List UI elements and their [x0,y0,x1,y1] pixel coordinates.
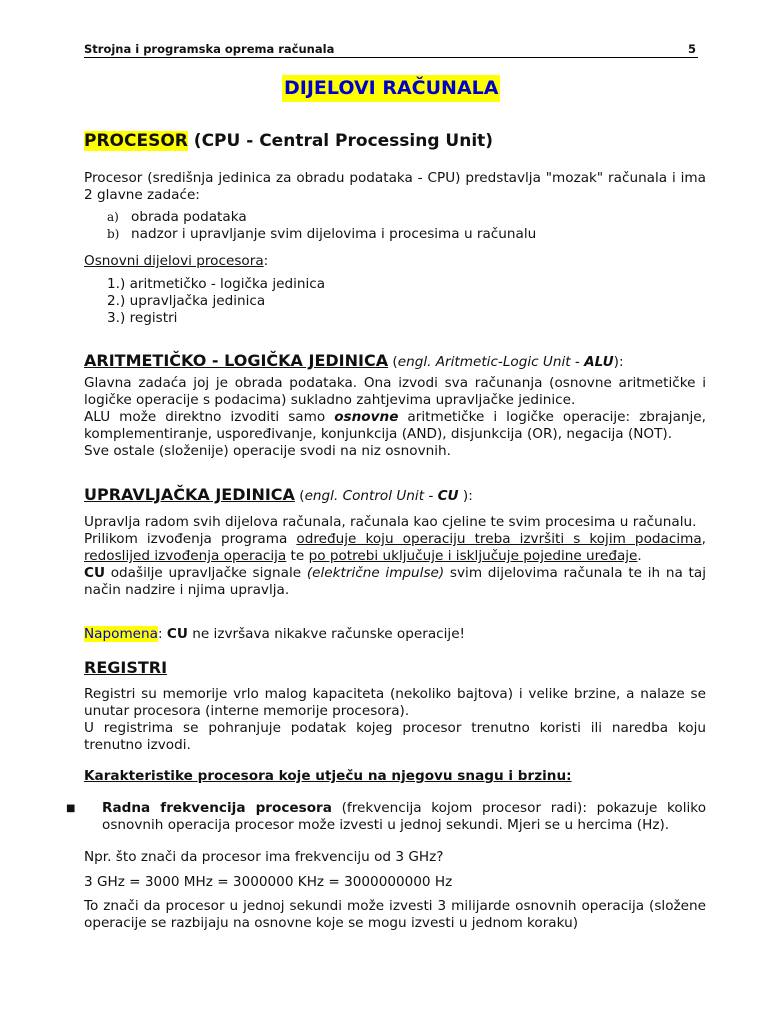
alu-paragraph: Glavna zadaća joj je obrada podataka. Ona izvodi sva računanja (osnovne aritmetičke i logičke operacije s podacima) sukladno zahtjevima upravljačke jedinice. [84,375,706,408]
karakteristike-heading: Karakteristike procesora koje utječu na njegovu snagu i brzinu: [84,768,572,784]
running-header [84,42,698,58]
header-title: Strojna i programska oprema računala [84,42,335,56]
frequency-answer: To znači da procesor u jednoj sekundi može izvesti 3 milijarde osnovnih operacija (složene operacije se razbijaju na osnovne koje se mogu izvesti u jednom koraku) [84,898,706,931]
list-item: a) obrada podataka [107,209,247,225]
frequency-equation: 3 GHz = 3000 MHz = 3000000 KHz = 3000000000 Hz [84,874,453,890]
frequency-question: Npr. što znači da procesor ima frekvenciju od 3 GHz? [84,849,444,865]
cu-note: Napomena: CU ne izvršava nikakve računske operacije! [84,626,466,642]
alu-paragraph: ALU može direktno izvoditi samo osnovne aritmetičke i logičke operacije: zbrajanje, komplementiranje, uspoređivanje, konjunkcija (AND), disjunkcija (OR), negacija (NOT). [84,409,706,442]
frequency-bullet: ■ Radna frekvencija procesora (frekvencija kojom procesor radi): pokazuje koliko osnovnih operacija procesor može izvesti u jednoj sekundi. Mjeri se u hercima (Hz). [66,800,707,833]
cu-paragraph: Upravlja radom svih dijelova računala, računala kao cjeline te svim procesima u računalu. [84,514,697,530]
procesor-word: PROCESOR [84,131,188,151]
bullet-icon: ■ [66,803,76,814]
registri-text [84,686,706,754]
page-number: 5 [687,42,696,56]
alu-heading: ARITMETIČKO - LOGIČKA JEDINICA (engl. Aritmetic-Logic Unit - ALU): [84,351,624,370]
procesor-task-list [107,209,536,243]
cu-paragraph: CU odašilje upravljačke signale (električne impulse) svim dijelovima računala te ih na taj način nadzire i njima upravlja. [84,565,706,598]
page-title: DIJELOVI RAČUNALA [282,75,500,102]
list-item: b) nadzor i upravljanje svim dijelovima i procesima u računalu [107,226,537,242]
list-item: 3.) registri [107,310,178,326]
procesor-intro: Procesor (središnja jedinica za obradu podataka - CPU) predstavlja "mozak" računala i ima 2 glavne zadaće: [84,170,706,203]
procesor-parts-list [107,276,325,327]
registri-heading: REGISTRI [84,658,168,677]
note-label: Napomena [84,626,158,642]
parts-label: Osnovni dijelovi procesora: [84,253,269,269]
cu-paragraph: Prilikom izvođenja programa određuje koju operaciju treba izvršiti s kojim podacima, redoslijed izvođenja operacija te po potrebi uključuje i isključuje pojedine uređaje. [84,531,706,564]
registri-paragraph: Registri su memorije vrlo malog kapaciteta (nekoliko bajtova) i velike brzine, a nalaze se unutar procesora (interne memorije procesora). [84,686,706,719]
list-item: 1.) aritmetičko - logička jedinica [107,276,326,292]
alu-text [84,375,706,460]
registri-paragraph: U registrima se pohranjuje podatak kojeg procesor trenutno koristi ili naredba koju trenutno izvodi. [84,720,706,753]
procesor-heading [84,131,493,151]
list-item: 2.) upravljačka jedinica [107,293,266,309]
alu-paragraph: Sve ostale (složenije) operacije svodi na niz osnovnih. [84,443,451,459]
cu-heading: UPRAVLJAČKA JEDINICA (engl. Control Unit - CU ): [84,485,473,504]
cu-text [84,514,706,599]
procesor-heading-rest: (CPU - Central Processing Unit) [187,131,494,151]
